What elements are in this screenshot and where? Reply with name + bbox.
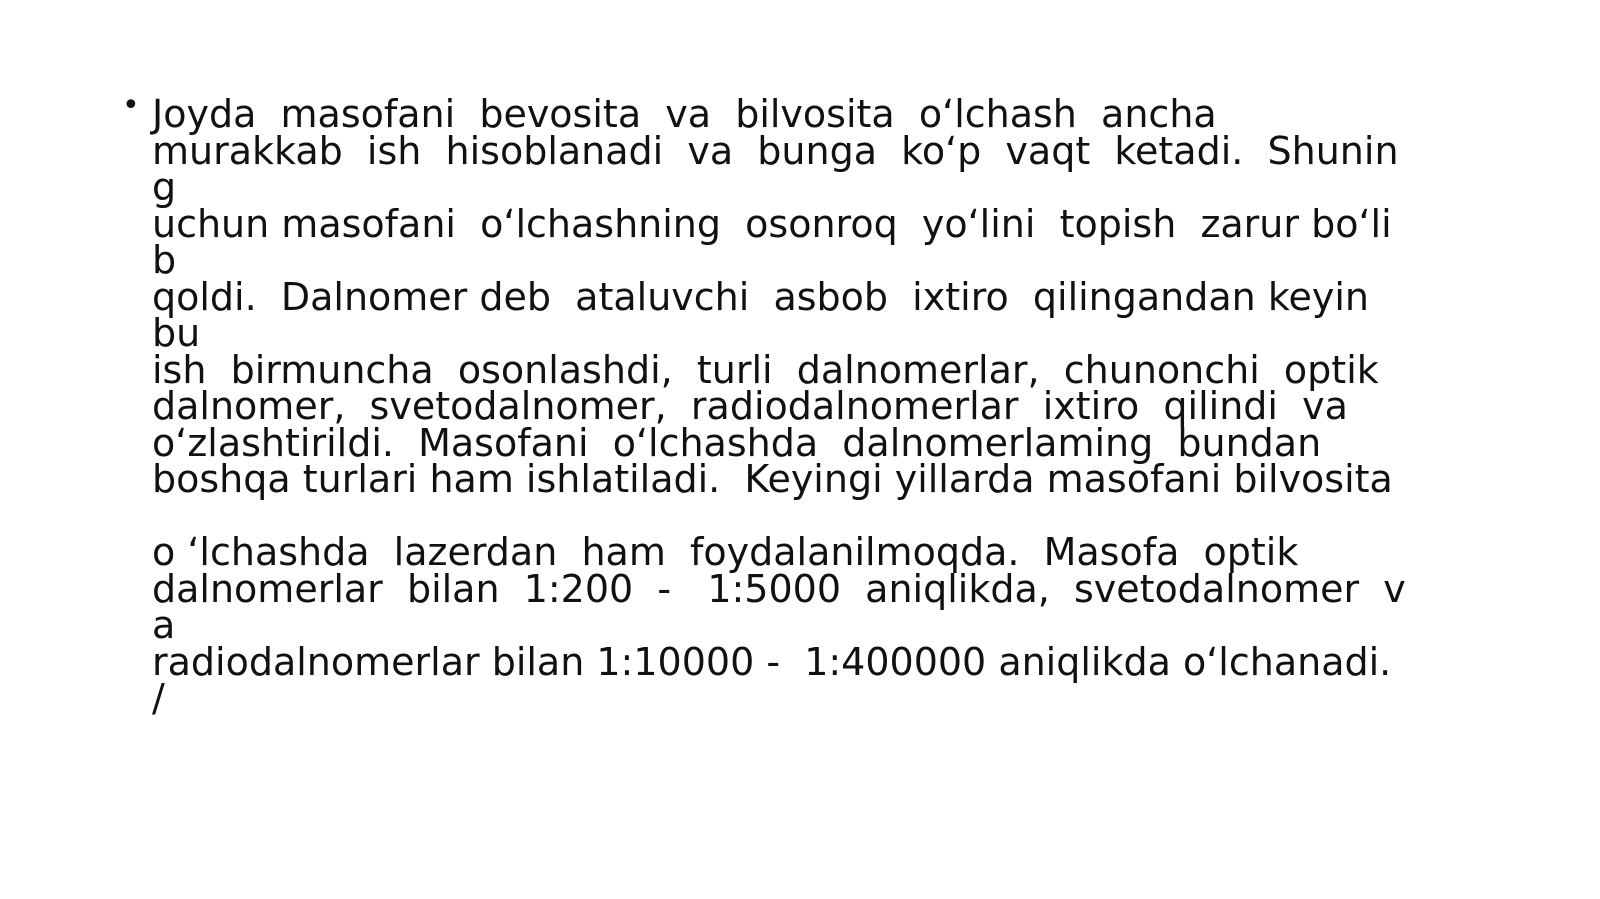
text-line: / [152, 676, 165, 720]
text-line: qoldi. Dalnomer deb ataluvchi asbob ixtiro qilingandan keyin [152, 274, 1369, 319]
text-line: dalnomerlar bilan 1:200 - 1:5000 aniqlikda, svetodalnomer v [152, 566, 1406, 611]
text-line: g [152, 165, 177, 209]
text-line: Joyda masofani bevosita va bilvosita o‘lchash ancha [152, 92, 1217, 136]
text-line: dalnomer, svetodalnomer, radiodalnomerlar ixtiro qilindi va [152, 384, 1348, 428]
text-line: uchun masofani o‘lchashning osonroq yo‘lini topish zarur bo‘li [152, 201, 1392, 246]
text-line: radiodalnomerlar bilan 1:10000 - 1:400000 aniqlikda o‘lchanadi. [152, 639, 1392, 684]
text-line: bu [152, 311, 201, 355]
text-line-blank [152, 498, 1482, 535]
text-line: ish birmuncha osonlashdi, turli dalnomerlar, chunonchi optik [152, 347, 1379, 392]
text-line: a [152, 603, 176, 647]
bullet-point: • [122, 88, 140, 123]
text-line: murakkab ish hisoblanadi va bunga ko‘p vaqt ketadi. Shunin [152, 128, 1399, 173]
body-paragraph [152, 92, 1482, 720]
text-line: b [152, 238, 177, 282]
text-line: o‘zlashtirildi. Masofani o‘lchashda dalnomerlaming bundan [152, 420, 1322, 465]
text-line: boshqa turlari ham ishlatiladi. Keyingi yillarda masofani bilvosita [152, 457, 1393, 501]
text-line: o ‘lchashda lazerdan ham foydalanilmoqda. Masofa optik [152, 530, 1299, 574]
